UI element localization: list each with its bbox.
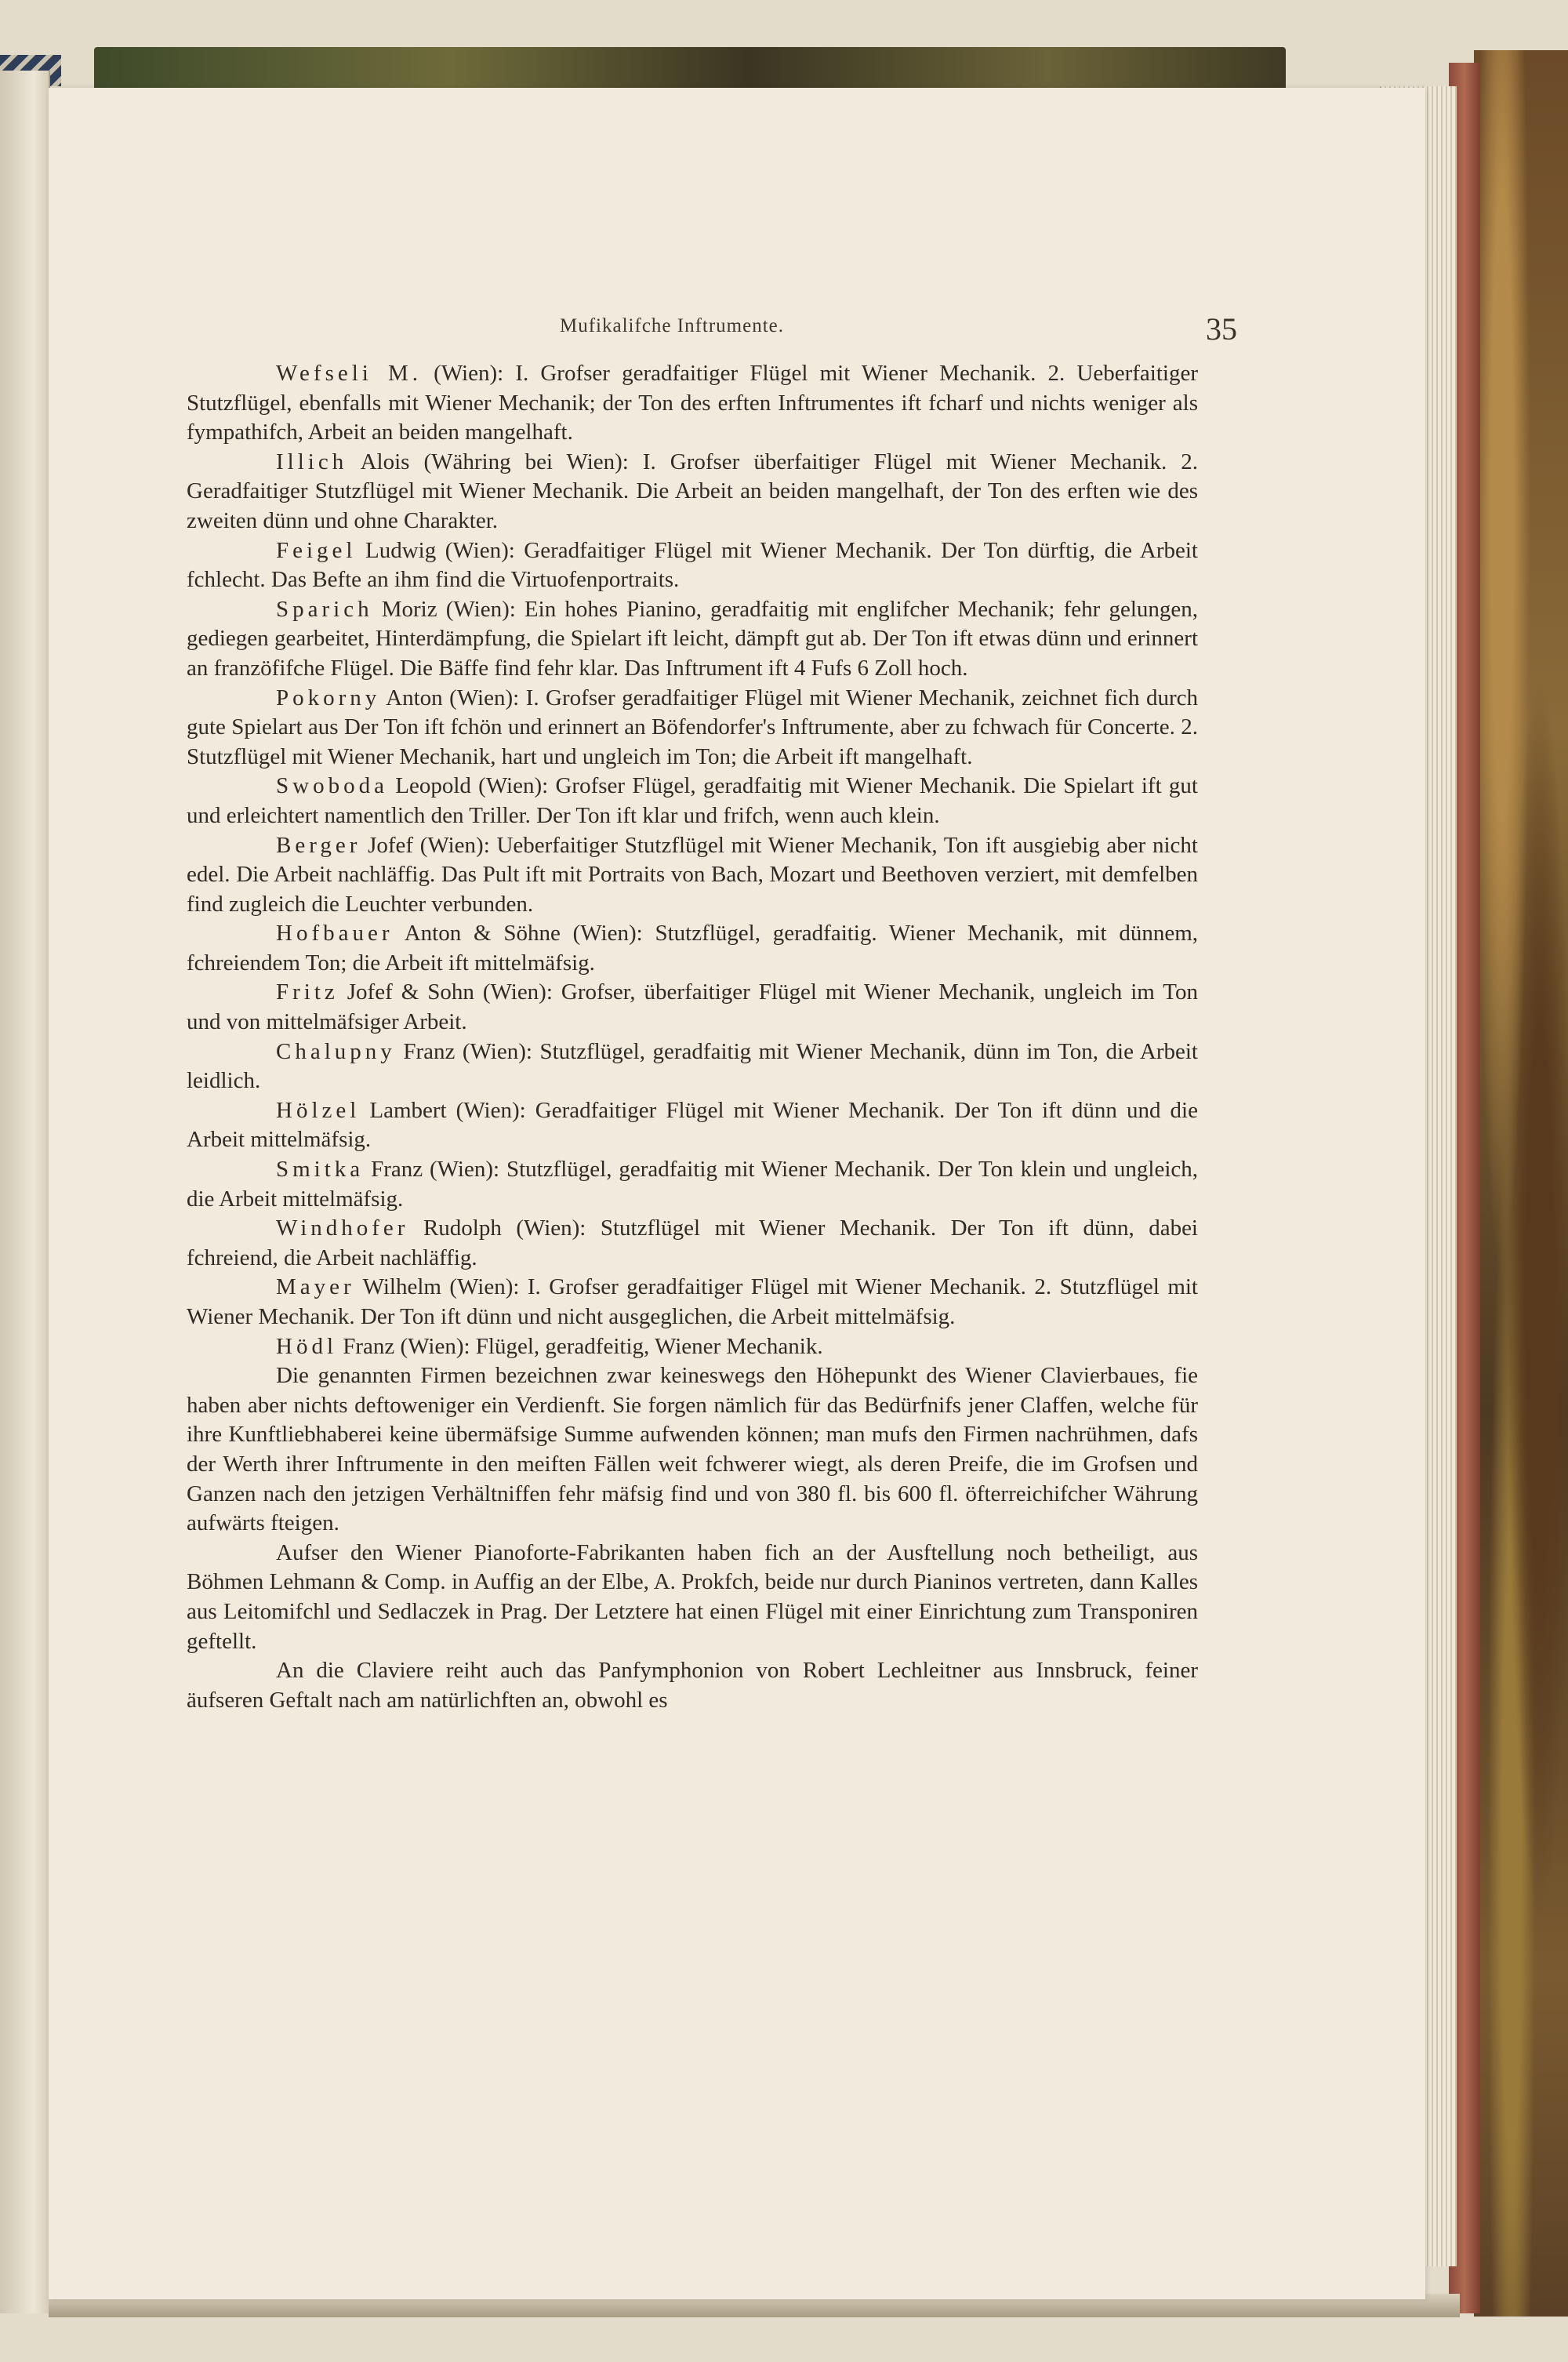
maker-name: Hofbauer — [276, 921, 394, 947]
paragraph — [187, 1539, 1198, 1656]
paragraph — [187, 1273, 1198, 1332]
paragraph-text: Leopold (Wien): Grofser Flügel, geradfaitig mit Wiener Mechanik. Die Spielart ift gut und erleichtert namentlich den Triller. Der Ton ift klar und frifch, wenn auch klein. — [187, 773, 1198, 828]
paragraph — [187, 536, 1198, 595]
maker-name: Smitka — [276, 1157, 365, 1183]
paragraph-text: Alois (Währing bei Wien): I. Grofser überfaitiger Flügel mit Wiener Mechanik. 2. Geradfaitiger Stutzflügel mit Wiener Mechanik. Die Arbeit an beiden mangelhaft, der Ton des erften wie des zweiten dünn und ohne Charakter. — [187, 449, 1198, 533]
paragraph-text: Rudolph (Wien): Stutzflügel mit Wiener Mechanik. Der Ton ift dünn, dabei fchreiend, die Arbeit nachläffig. — [187, 1216, 1198, 1270]
paragraph — [187, 772, 1198, 830]
paragraph-text: Lambert (Wien): Geradfaitiger Flügel mit Wiener Mechanik. Der Ton ift dünn und die Arbeit mittelmäfsig. — [187, 1097, 1198, 1153]
maker-name: Illich — [276, 449, 348, 474]
maker-name: Feigel — [276, 537, 357, 563]
maker-name: Fritz — [276, 979, 339, 1005]
maker-name: Mayer — [276, 1274, 355, 1300]
body-text — [187, 359, 1198, 1715]
page-number: 35 — [1206, 311, 1237, 347]
maker-name: Hödl — [276, 1333, 337, 1359]
paragraph-text: Moriz (Wien): Ein hohes Pianino, geradfaitig mit englifcher Mechanik; fehr gelungen, gediegen gearbeitet, Hinterdämpfung, die Spielart ift leicht, dämpft gut ab. Der Ton ift etwas dünn und erinnert an franzöfifche Flügel. Die Bäffe find fehr klar. Das Inftrument ift 4 Fufs 6 Zoll hoch. — [187, 596, 1198, 681]
paragraph — [187, 978, 1198, 1037]
maker-name: Pokorny — [276, 685, 381, 710]
paragraph — [187, 684, 1198, 772]
maker-name: Chalupny — [276, 1038, 396, 1064]
running-title: Mufikalifche Inftrumente. — [560, 315, 785, 336]
marbled-cover — [1474, 50, 1568, 2317]
maker-name: Swoboda — [276, 773, 388, 799]
maker-name: Hölzel — [276, 1097, 361, 1123]
paragraph — [187, 1155, 1198, 1214]
paragraph-text: Die genannten Firmen bezeichnen zwar keineswegs den Höhepunkt des Wiener Clavierbaues, fie haben aber nichts deftoweniger ein Verdienft. Sie forgen nämlich für das Bedürfnifs jener Claffen, welche für ihre Kunftliebhaberei keine übermäfsige Summe aufwenden können; man mufs den Firmen nachrühmen, dafs der Werth ihrer Inftrumente in den meiften Fällen weit fchwerer wiegt, als deren Preife, die im Grofsen und Ganzen nach den jetzigen Verhältniffen fehr mäfsig find und von 380 fl. bis 600 fl. öfterreichifcher Währung aufwärts fteigen. — [187, 1363, 1198, 1536]
paragraph — [187, 1096, 1198, 1155]
paragraph-text: Ludwig (Wien): Geradfaitiger Flügel mit Wiener Mechanik. Der Ton dürftig, die Arbeit fchlecht. Das Befte an ihm find die Virtuofenportraits. — [187, 537, 1198, 593]
paragraph — [187, 359, 1198, 448]
paragraph — [187, 1332, 1198, 1362]
paragraph — [187, 831, 1198, 920]
paragraph-text: Franz (Wien): Flügel, geradfeitig, Wiener Mechanik. — [337, 1333, 823, 1359]
maker-name: Sparich — [276, 596, 373, 622]
paragraph-text: Anton (Wien): I. Grofser geradfaitiger Flügel mit Wiener Mechanik, zeichnet fich durch gute Spielart aus Der Ton ift fchön und erinnert an Böfendorfer's Inftrumente, aber zu fchwach für Concerte. 2. Stutzflügel mit Wiener Mechanik, hart und ungleich im Ton; die Arbeit ift mangelhaft. — [187, 685, 1198, 769]
paragraph-text: Franz (Wien): Stutzflügel, geradfaitig mit Wiener Mechanik, dünn im Ton, die Arbeit leidlich. — [187, 1038, 1198, 1094]
paragraph — [187, 448, 1198, 536]
paragraph-text: Franz (Wien): Stutzflügel, geradfaitig mit Wiener Mechanik. Der Ton klein und ungleich, die Arbeit mittelmäfsig. — [187, 1157, 1198, 1212]
paragraph-text: Aufser den Wiener Pianoforte-Fabrikanten haben fich an der Ausftellung noch betheiligt, aus Böhmen Lehmann & Comp. in Auffig an der Elbe, A. Prokfch, beide nur durch Pianinos vertreten, dann Kalles aus Leitomifchl und Sedlaczek in Prag. Der Letztere hat einen Flügel mit einer Einrichtung zum Transponiren geftellt. — [187, 1539, 1198, 1654]
maker-name: Berger — [276, 832, 361, 858]
paragraph — [187, 595, 1198, 684]
maker-name: Windhofer — [276, 1216, 409, 1241]
paragraph-text: An die Claviere reiht auch das Panfymphonion von Robert Lechleitner aus Innsbruck, feiner äufseren Geftalt nach am natürlichften an, obwohl es — [187, 1658, 1198, 1713]
paragraph-text: Jofef (Wien): Ueberfaitiger Stutzflügel mit Wiener Mechanik, Ton ift ausgiebig aber nicht edel. Die Arbeit nachläffig. Das Pult ift mit Portraits von Bach, Mozart und Beethoven verziert, mit demfelben find zugleich die Leuchter verbunden. — [187, 832, 1198, 917]
paragraph-text: (Wien): I. Grofser geradfaitiger Flügel mit Wiener Mechanik. 2. Ueberfaitiger Stutzflügel, ebenfalls mit Wiener Mechanik; der Ton des erften Inftrumentes ift fcharf und nichts weniger als fympathifch, Arbeit an beiden mangelhaft. — [187, 361, 1198, 445]
paragraph — [187, 1656, 1198, 1715]
paragraph-text: Jofef & Sohn (Wien): Grofser, überfaitiger Flügel mit Wiener Mechanik, ungleich im Ton und von mittelmäfsiger Arbeit. — [187, 979, 1198, 1035]
paragraph — [187, 1037, 1198, 1096]
paragraph — [187, 1361, 1198, 1539]
paragraph-text: Wilhelm (Wien): I. Grofser geradfaitiger Flügel mit Wiener Mechanik. 2. Stutzflügel mit Wiener Mechanik. Der Ton ift dünn und nicht ausgeglichen, die Arbeit mittelmäfsig. — [187, 1274, 1198, 1329]
page-header — [560, 311, 1250, 354]
paragraph-text: Anton & Söhne (Wien): Stutzflügel, geradfaitig. Wiener Mechanik, mit dünnem, fchreiendem Ton; die Arbeit ift mittelmäfsig. — [187, 921, 1198, 976]
paragraph — [187, 1214, 1198, 1273]
paragraph — [187, 919, 1198, 978]
maker-name: Wefseli M. — [276, 361, 423, 386]
left-page-edge — [0, 71, 50, 2313]
